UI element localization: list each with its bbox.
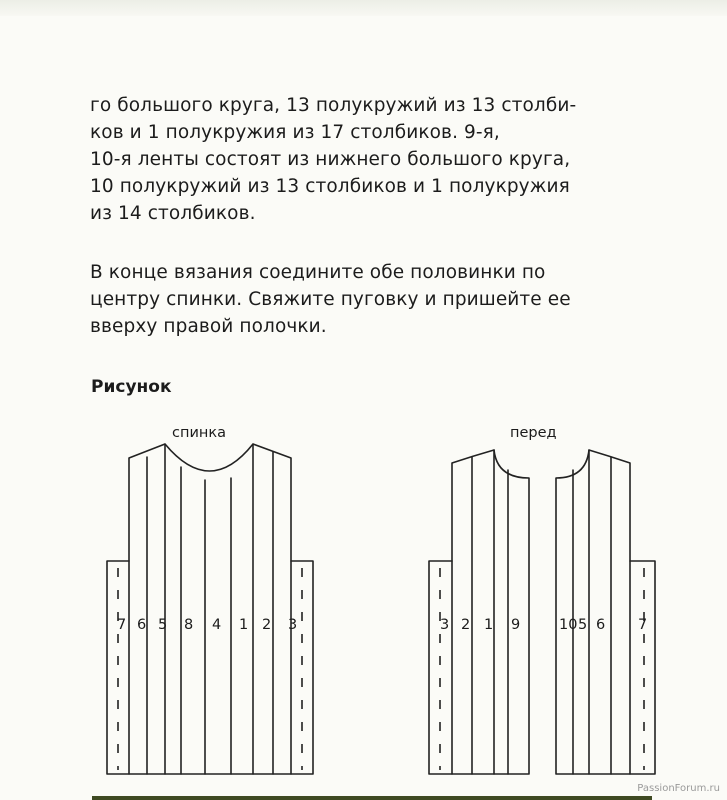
strip-number: 2 xyxy=(461,617,471,633)
strip-number: 4 xyxy=(212,617,222,633)
top-edge-strip xyxy=(0,0,727,16)
front-label: перед xyxy=(510,425,557,441)
text-line: центру спинки. Свяжите пуговку и пришейте ее xyxy=(90,289,571,310)
strip-number: 7 xyxy=(638,617,648,633)
back-piece-outline xyxy=(107,444,313,774)
front-left-piece-outline xyxy=(429,450,529,774)
strip-number: 7 xyxy=(117,617,127,633)
strip-number: 2 xyxy=(262,617,272,633)
text-line: 10-я ленты состоят из нижнего большого круга, xyxy=(90,149,571,170)
strip-number: 10 xyxy=(559,617,578,633)
text-line: го большого круга, 13 полукружий из 13 столби- xyxy=(90,95,577,116)
strip-number: 1 xyxy=(484,617,494,633)
strip-number: 3 xyxy=(288,617,298,633)
text-line: В конце вязания соедините обе половинки по xyxy=(90,262,546,283)
strip-number: 6 xyxy=(137,617,147,633)
text-line: вверху правой полочки. xyxy=(90,316,327,337)
strip-number: 5 xyxy=(578,617,588,633)
strip-number: 6 xyxy=(596,617,606,633)
bottom-decor-bar xyxy=(92,796,652,800)
text-line: 10 полукружий из 13 столбиков и 1 полукружия xyxy=(90,176,570,197)
strip-number: 8 xyxy=(184,617,194,633)
strip-number: 3 xyxy=(440,617,450,633)
back-label: спинка xyxy=(172,425,226,441)
text-line: из 14 столбиков. xyxy=(90,203,256,224)
paragraph-1 xyxy=(90,92,576,227)
text-line: ков и 1 полукружия из 17 столбиков. 9-я, xyxy=(90,122,500,143)
figure-heading: Рисунок xyxy=(91,377,172,397)
front-right-piece-outline xyxy=(556,450,655,774)
strip-number: 5 xyxy=(158,617,168,633)
paragraph-2 xyxy=(90,259,571,340)
strip-number: 1 xyxy=(239,617,249,633)
strip-number: 9 xyxy=(511,617,521,633)
watermark: PassionForum.ru xyxy=(637,783,720,794)
garment-diagram xyxy=(0,400,727,780)
